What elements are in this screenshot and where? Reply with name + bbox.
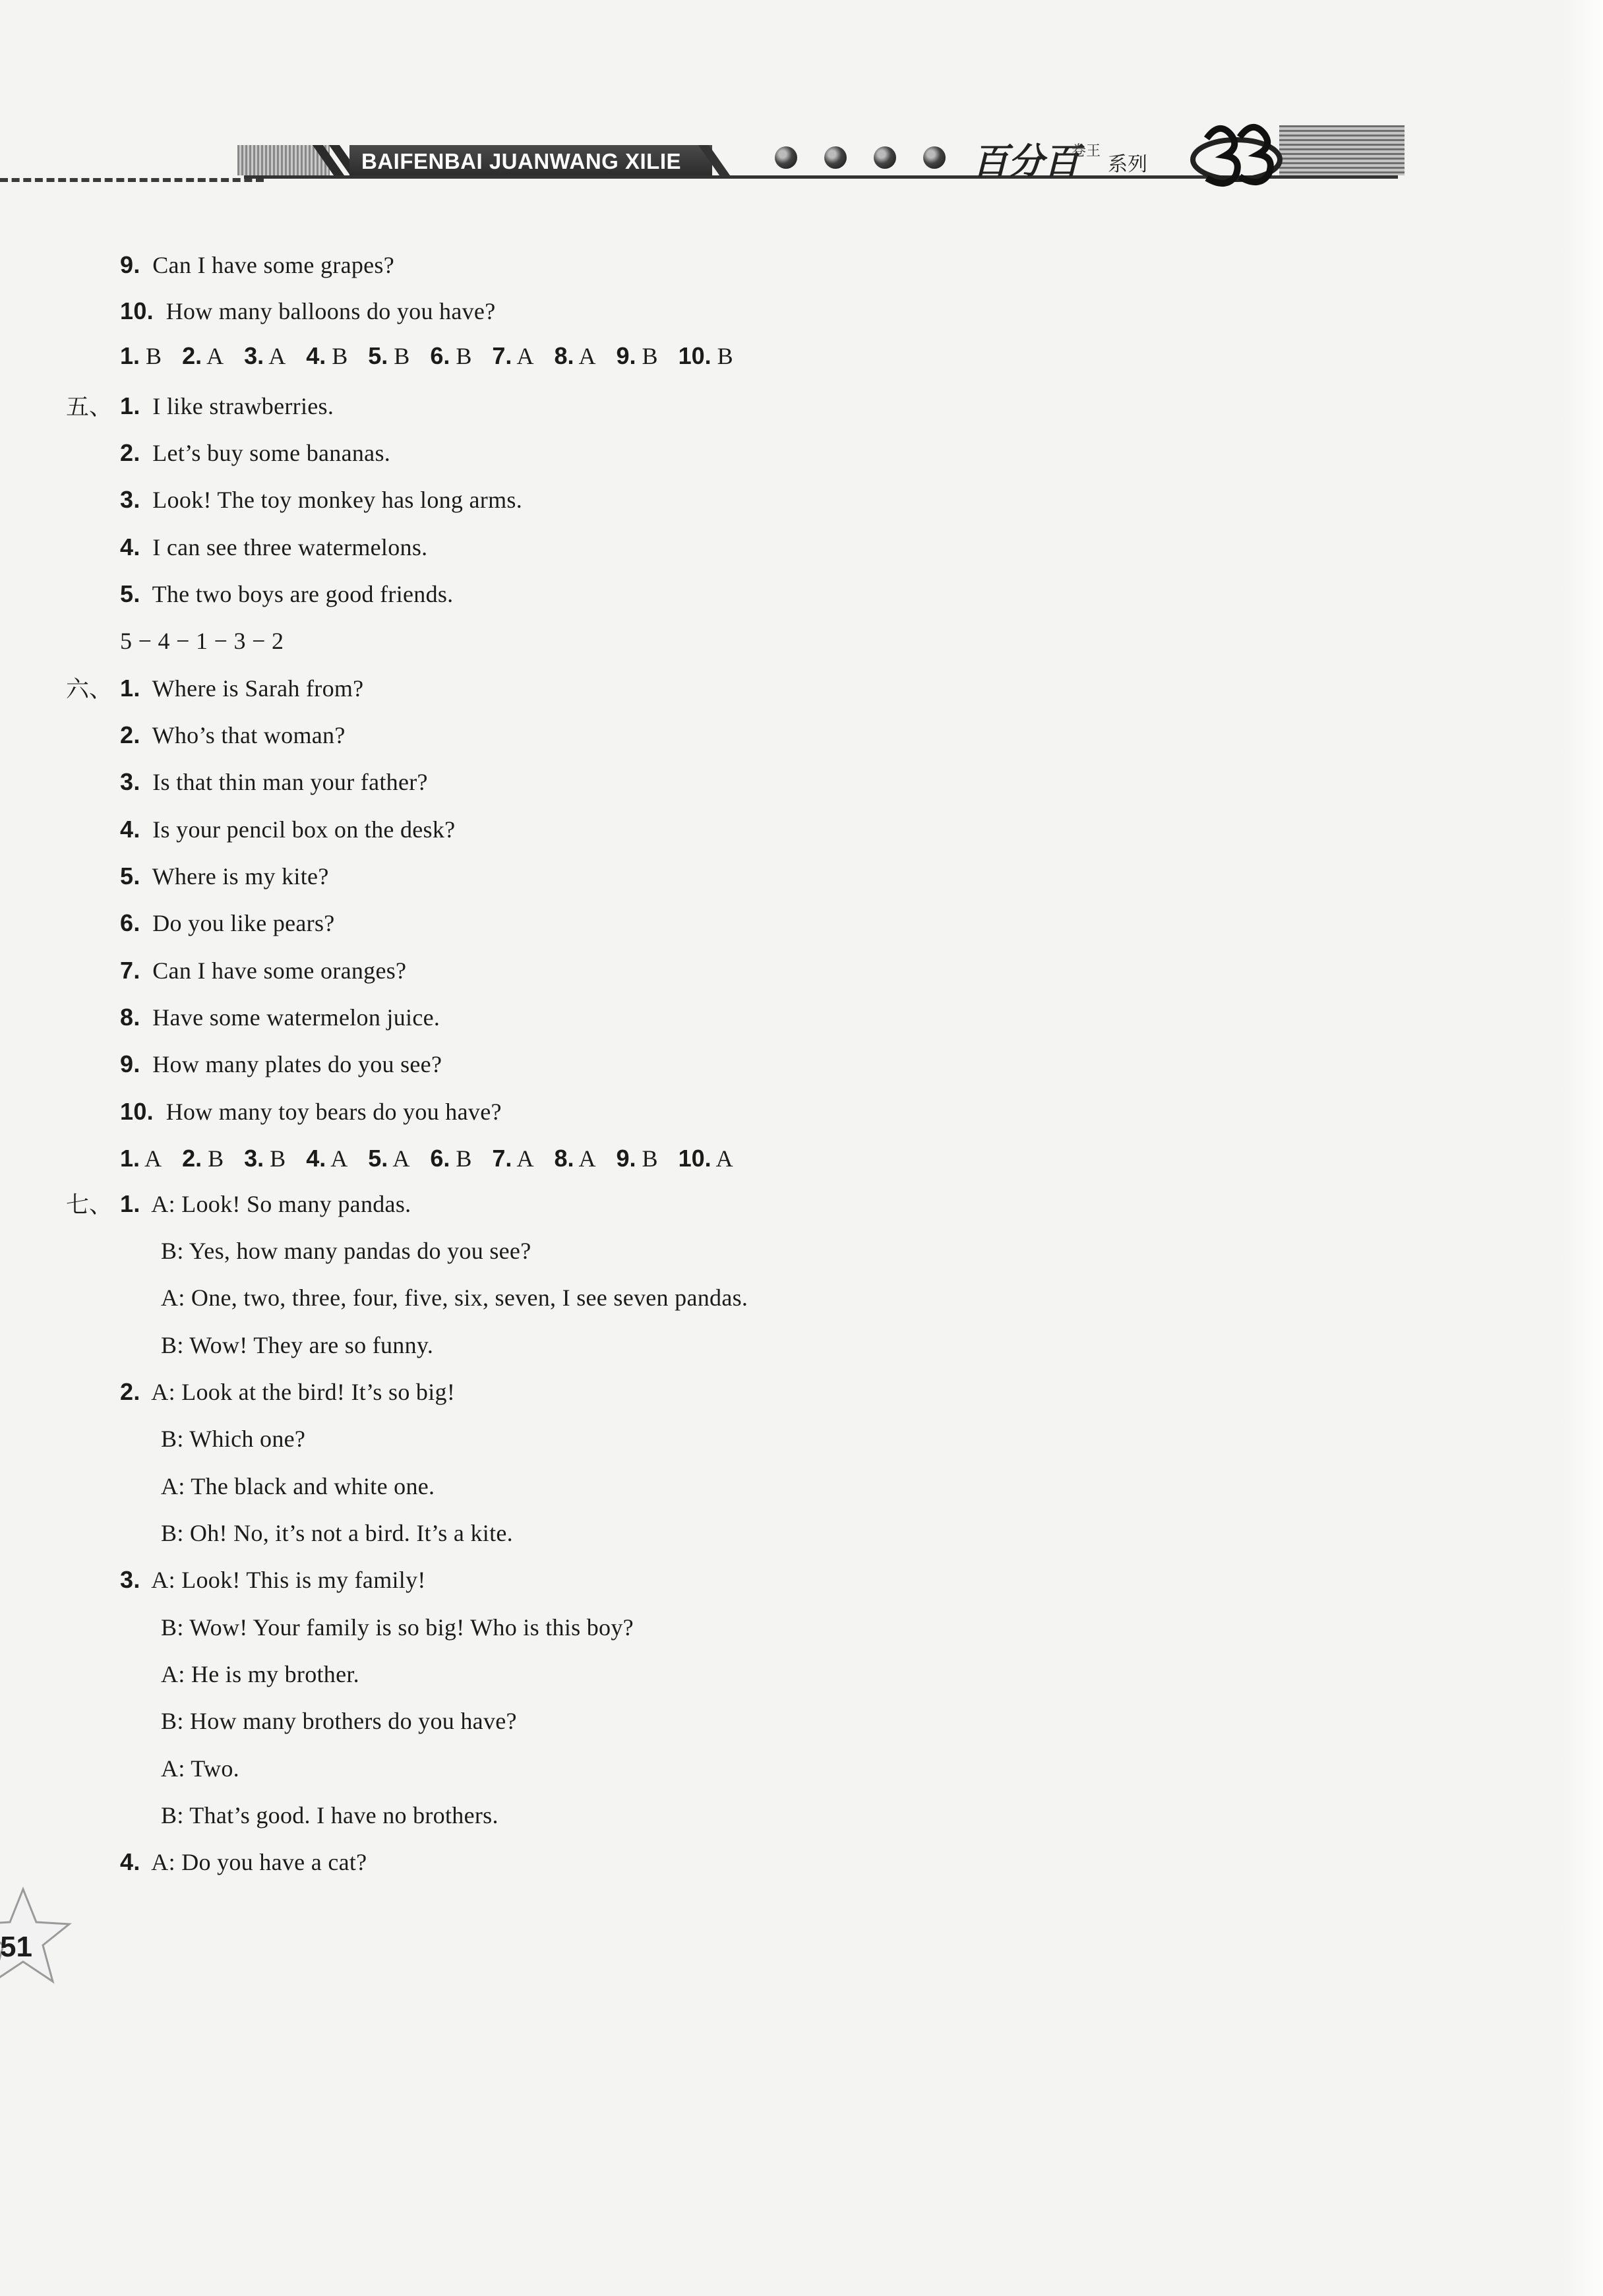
dialogue-line: A: One, two, three, four, five, six, seven, I see seven pandas. bbox=[161, 1284, 748, 1311]
header-dashed-line bbox=[0, 178, 264, 182]
answer-item: 9. B bbox=[616, 1145, 658, 1172]
dialogue-line: B: That’s good. I have no brothers. bbox=[161, 1802, 499, 1828]
s5-line: 3. Look! The toy monkey has long arms. bbox=[120, 486, 522, 513]
answer-item: 7. A bbox=[492, 342, 534, 369]
line-10: 10. How many balloons do you have? bbox=[120, 297, 496, 324]
header-dot-icon bbox=[775, 146, 797, 169]
answer-item: 5. A bbox=[368, 1145, 410, 1172]
header-hatch-right bbox=[1279, 125, 1405, 175]
dialogue-line: B: Wow! They are so funny. bbox=[161, 1332, 434, 1358]
answer-item: 1. B bbox=[120, 342, 162, 369]
s6-line: 8. Have some watermelon juice. bbox=[120, 1004, 440, 1031]
answer-item: 4. A bbox=[306, 1145, 348, 1172]
s6-line: 1. Where is Sarah from? bbox=[120, 675, 364, 702]
dialogue-line: B: Oh! No, it’s not a bird. It’s a kite. bbox=[161, 1520, 513, 1546]
answer-item: 2. A bbox=[182, 342, 224, 369]
dialogue-line: A: He is my brother. bbox=[161, 1661, 359, 1687]
s5-line: 2. Let’s buy some bananas. bbox=[120, 439, 391, 466]
answer-item: 10. B bbox=[678, 342, 733, 369]
dialogue-line: B: Which one? bbox=[161, 1426, 306, 1452]
answer-item: 1. A bbox=[120, 1145, 162, 1172]
s6-line: 10. How many toy bears do you have? bbox=[120, 1098, 502, 1125]
answer-item: 2. B bbox=[182, 1145, 224, 1172]
line-number: 10 bbox=[120, 297, 147, 324]
page-edge bbox=[1563, 0, 1603, 2296]
dialogue-line: A: Two. bbox=[161, 1755, 239, 1782]
dialogue-line: 1. A: Look! So many pandas. bbox=[120, 1190, 411, 1217]
s6-line: 9. How many plates do you see? bbox=[120, 1050, 442, 1077]
line-text: How many balloons do you have? bbox=[166, 298, 496, 324]
answer-item: 10. A bbox=[678, 1145, 733, 1172]
s5-line: 4. I can see three watermelons. bbox=[120, 533, 428, 560]
dialogue-line: B: Wow! Your family is so big! Who is this boy? bbox=[161, 1614, 634, 1641]
answer-item: 6. B bbox=[430, 1145, 472, 1172]
line-number: 9 bbox=[120, 251, 134, 278]
s6-line: 6. Do you like pears? bbox=[120, 909, 335, 936]
answer-item: 4. B bbox=[306, 342, 348, 369]
answer-item: 8. A bbox=[554, 342, 596, 369]
brand-small: 卷王 bbox=[1072, 143, 1101, 160]
dialogue-line: B: Yes, how many pandas do you see? bbox=[161, 1238, 531, 1264]
section-label-7: 七、 bbox=[66, 1192, 113, 1219]
line-text: Can I have some grapes? bbox=[152, 252, 395, 278]
section-label-5: 五、 bbox=[66, 394, 113, 421]
answer-item: 3. A bbox=[244, 342, 286, 369]
brand-series: 系列 bbox=[1108, 153, 1147, 176]
answer-item: 6. B bbox=[430, 342, 472, 369]
dialogue-line: 4. A: Do you have a cat? bbox=[120, 1848, 367, 1875]
s6-line: 3. Is that thin man your father? bbox=[120, 768, 428, 795]
answer-item: 5. B bbox=[368, 342, 410, 369]
dialogue-line: 2. A: Look at the bird! It’s so big! bbox=[120, 1378, 456, 1405]
header-dot-icon bbox=[874, 146, 896, 169]
answer-item: 9. B bbox=[616, 342, 658, 369]
answer-row-6 bbox=[120, 1144, 748, 1173]
header-dot-icon bbox=[923, 146, 946, 169]
series-title: BAIFENBAI JUANWANG XILIE bbox=[361, 149, 682, 173]
header-dot-icon bbox=[824, 146, 847, 169]
series-title-band bbox=[349, 145, 712, 175]
s5-order: 5 − 4 − 1 − 3 − 2 bbox=[120, 628, 284, 654]
s6-line: 4. Is your pencil box on the desk? bbox=[120, 816, 456, 843]
answer-row-4 bbox=[120, 342, 748, 371]
swirl-logo-icon bbox=[1187, 119, 1286, 191]
brand-main: 百分百 bbox=[973, 140, 1079, 182]
page-header bbox=[0, 119, 1418, 198]
section-label-6: 六、 bbox=[66, 677, 113, 703]
s6-line: 5. Where is my kite? bbox=[120, 862, 329, 890]
answer-item: 7. A bbox=[492, 1145, 534, 1172]
dialogue-line: 3. A: Look! This is my family! bbox=[120, 1566, 426, 1593]
answer-item: 8. A bbox=[554, 1145, 596, 1172]
s6-line: 2. Who’s that woman? bbox=[120, 721, 346, 748]
dialogue-line: B: How many brothers do you have? bbox=[161, 1708, 517, 1734]
page-number: 51 bbox=[0, 1931, 32, 1963]
line-9: 9. Can I have some grapes? bbox=[120, 251, 395, 278]
dialogue-line: A: The black and white one. bbox=[161, 1473, 435, 1499]
s5-line: 5. The two boys are good friends. bbox=[120, 580, 454, 607]
s6-line: 7. Can I have some oranges? bbox=[120, 957, 407, 984]
answer-item: 3. B bbox=[244, 1145, 286, 1172]
s5-line: 1. I like strawberries. bbox=[120, 392, 334, 419]
